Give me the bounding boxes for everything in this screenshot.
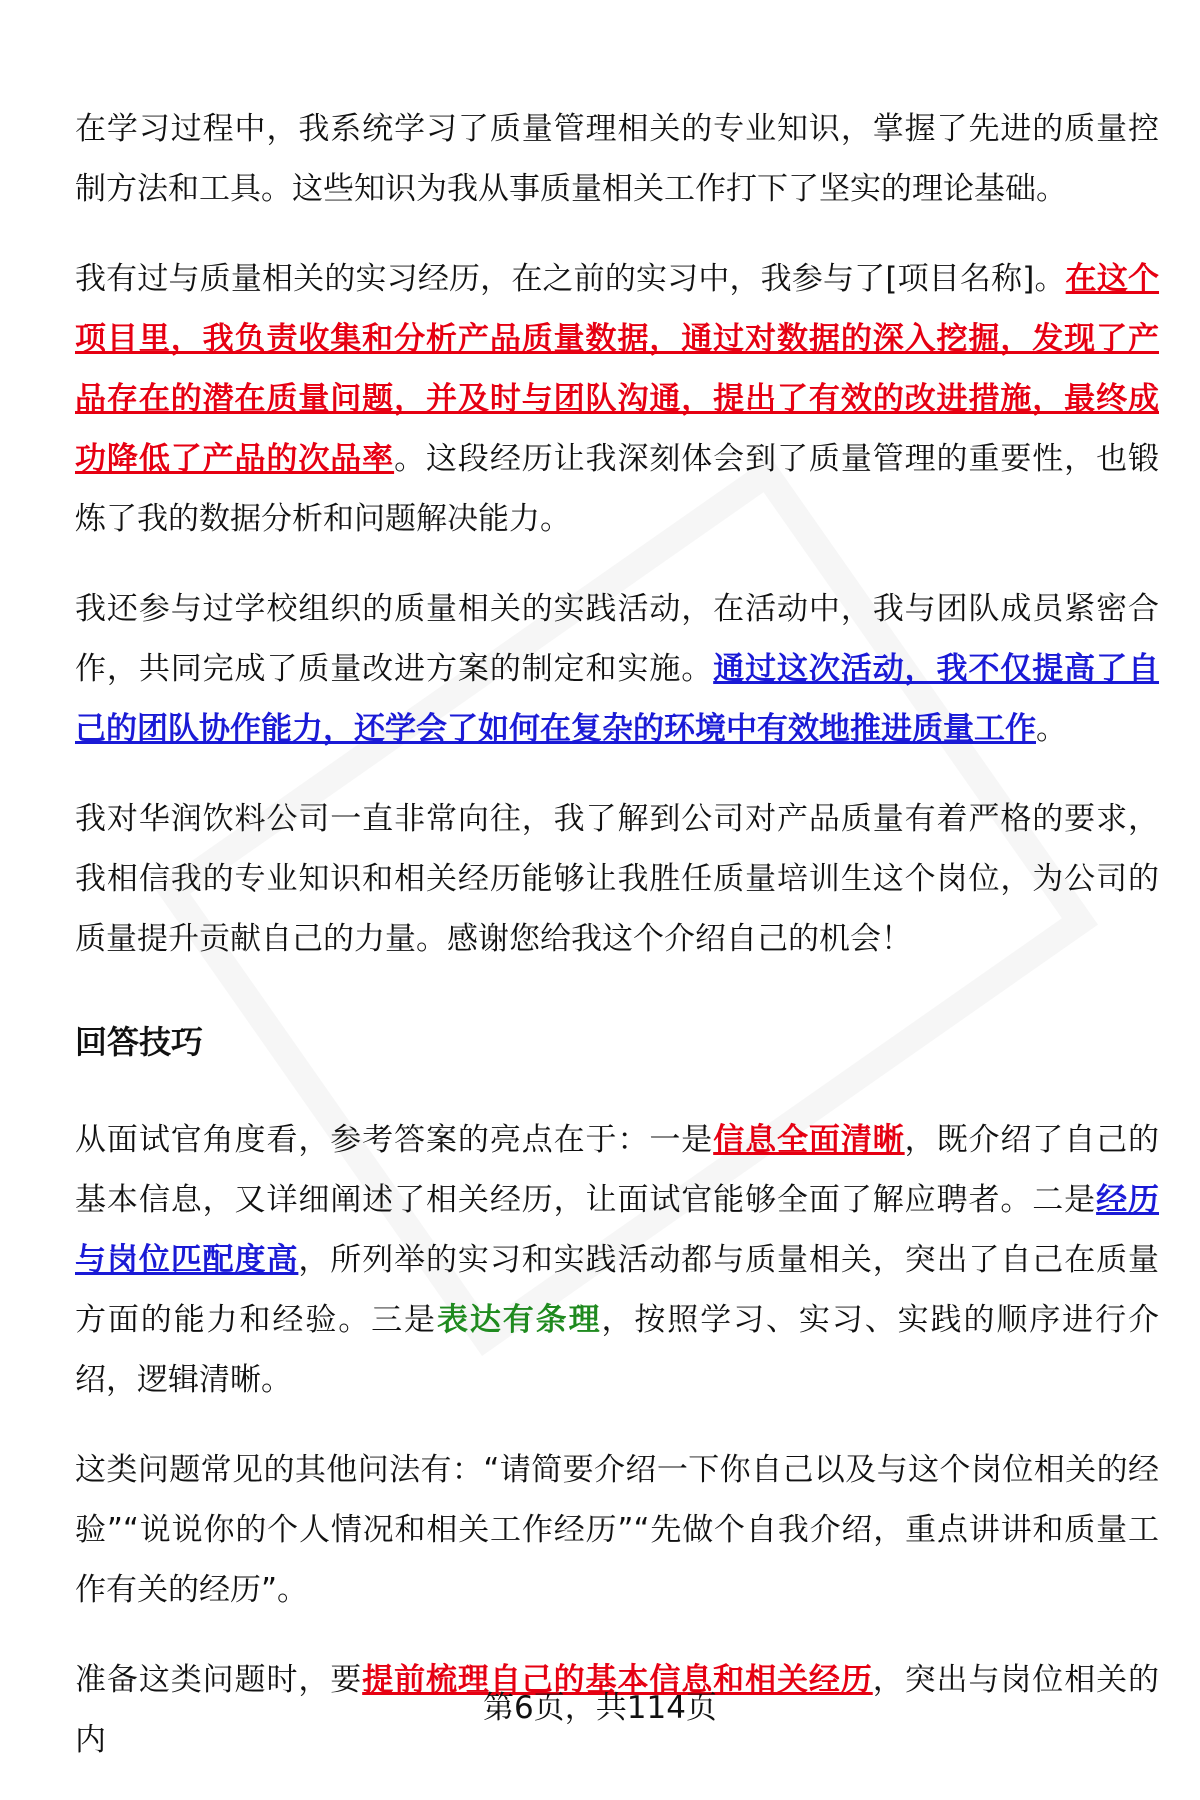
text: ，突出与岗位相关的内 xyxy=(75,1662,1160,1758)
paragraph-study xyxy=(75,99,1159,219)
text: ，既介绍了自己的基本信息，又详细阐述了相关经历，让面试官能够全面了解应聘者。二是 xyxy=(75,1122,1160,1218)
document-body xyxy=(75,99,1159,1800)
highlight-blue: 通过这次活动，我不仅提高了自己的团队协作能力，还学会了如何在复杂的环境中有效地推进质量工作 xyxy=(75,651,1160,747)
paragraph-motivation xyxy=(75,789,1159,969)
text: 。 xyxy=(1036,711,1067,747)
tip-variants xyxy=(75,1440,1159,1620)
tip-highlights xyxy=(75,1110,1159,1410)
paragraph-internship xyxy=(75,249,1159,549)
highlight-blue: 经历与岗位匹配度高 xyxy=(75,1182,1160,1278)
highlight-red: 提前梳理自己的基本信息和相关经历 xyxy=(362,1662,873,1698)
text: ，按照学习、实习、实践的顺序进行介绍，逻辑清晰。 xyxy=(75,1302,1159,1398)
section-heading: 回答技巧 xyxy=(75,1023,204,1061)
highlight-red: 信息全面清晰 xyxy=(713,1122,905,1158)
text: 这类问题常见的其他问法有：“请简要介绍一下你自己以及与这个岗位相关的经验”“说说你的个人情况和相关工作经历”“先做个自我介绍，重点讲讲和质量工作有关的经历”。 xyxy=(75,1452,1159,1608)
text: 。这段经历让我深刻体会到了质量管理的重要性，也锻炼了我的数据分析和问题解决能力。 xyxy=(75,441,1160,537)
text: 我还参与过学校组织的质量相关的实践活动，在活动中，我与团队成员紧密合作，共同完成了质量改进方案的制定和实施。 xyxy=(75,591,1159,687)
page-number: 第6页，共114页 xyxy=(483,1690,717,1726)
text: 我对华润饮料公司一直非常向往，我了解到公司对产品质量有着严格的要求，我相信我的专业知识和相关经历能够让我胜任质量培训生这个岗位，为公司的质量提升贡献自己的力量。感谢您给我这个介绍自己的机会！ xyxy=(75,801,1159,957)
text: 准备这类问题时，要 xyxy=(75,1662,363,1698)
highlight-red: 在这个项目里，我负责收集和分析产品质量数据，通过对数据的深入挖掘，发现了产品存在的潜在质量问题，并及时与团队沟通，提出了有效的改进措施，最终成功降低了产品的次品率 xyxy=(75,261,1160,477)
text: 我有过与质量相关的实习经历，在之前的实习中，我参与了[项目名称]。 xyxy=(75,261,1066,297)
paragraph-practice xyxy=(75,579,1159,759)
text: 在学习过程中，我系统学习了质量管理相关的专业知识，掌握了先进的质量控制方法和工具。这些知识为我从事质量相关工作打下了坚实的理论基础。 xyxy=(75,111,1159,207)
text: 从面试官角度看，参考答案的亮点在于：一是 xyxy=(75,1122,714,1158)
highlight-green: 表达有条理 xyxy=(436,1302,602,1338)
text: ，所列举的实习和实践活动都与质量相关，突出了自己在质量方面的能力和经验。三是 xyxy=(75,1242,1160,1338)
